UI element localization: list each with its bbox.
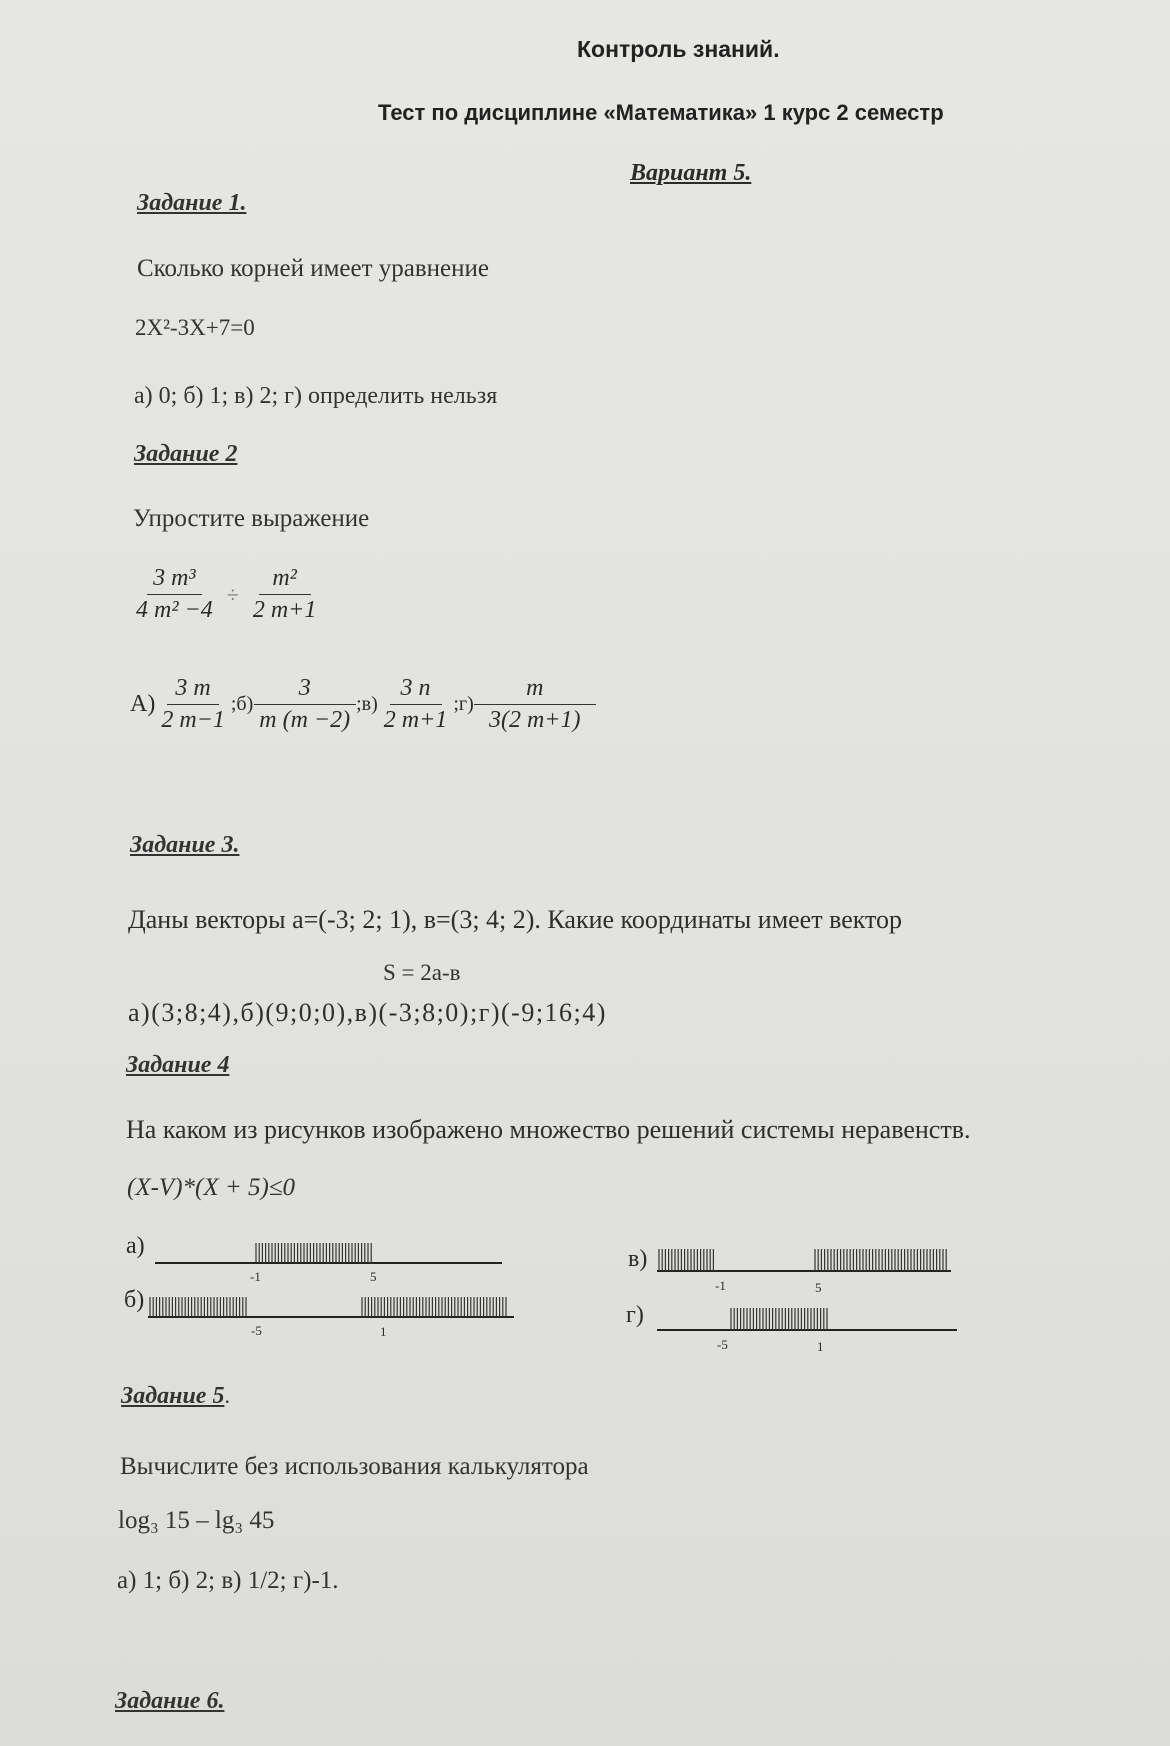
number-line-b: [146, 1290, 516, 1339]
option-v-label: в): [628, 1246, 648, 1272]
task1-answers: а) 0; б) 1; в) 2; г) определить нельзя: [134, 383, 498, 409]
answer-fraction: [474, 675, 596, 734]
tick-label: 1: [817, 1339, 824, 1354]
task5-heading-row: [121, 1383, 230, 1410]
task3-formula: S = 2а-в: [383, 960, 461, 985]
task3-question: Даны векторы а=(-3; 2; 1), в=(3; 4; 2). Какие координаты имеет вектор: [128, 905, 903, 934]
task1-equation: 2X²-3X+7=0: [135, 315, 255, 340]
task3-heading: Задание 3.: [130, 832, 240, 858]
tick-label: 1: [380, 1324, 387, 1339]
division-sign: ÷: [226, 581, 239, 607]
fraction-numerator: 3 m³: [147, 565, 202, 595]
task2-expression: [130, 565, 322, 624]
task4-heading: Задание 4: [126, 1052, 230, 1078]
answer-label: ;в): [356, 693, 378, 715]
option-a-label: а): [126, 1233, 145, 1259]
task2-question: Упростите выражение: [133, 505, 370, 532]
document-title: Контроль знаний.: [577, 36, 780, 62]
fraction-numerator: 3: [254, 675, 356, 705]
option-b-label: б): [124, 1287, 145, 1313]
task3-answers: а)(3;8;4),б)(9;0;0),в)(-3;8;0);г)(-9;16;4): [128, 998, 607, 1027]
task5-question: Вычислите без использования калькулятора: [120, 1453, 589, 1480]
answer-label: А): [130, 691, 156, 717]
task2-heading: Задание 2: [134, 441, 238, 467]
answer-fraction: [378, 675, 454, 734]
answer-fraction: [253, 675, 356, 734]
task5-expression: log₃ 15 – lg₃ 45: [118, 1507, 275, 1534]
task5-answers: а) 1; б) 2; в) 1/2; г)-1.: [117, 1567, 339, 1594]
answer-fraction: [155, 675, 231, 734]
task4-inequality: (X-V)*(X + 5)≤0: [127, 1174, 296, 1201]
task2-answers: [130, 675, 596, 734]
fraction-denominator: 2 m+1: [383, 707, 448, 733]
fraction-denominator: 3(2 m+1): [488, 707, 581, 733]
tick-label: -1: [715, 1278, 726, 1293]
option-g-label: г): [626, 1302, 644, 1328]
answer-label: ;б): [230, 693, 254, 715]
fraction: [247, 565, 323, 624]
tick-label: -5: [251, 1323, 262, 1338]
answer-label: ;г): [453, 693, 474, 715]
document-subtitle: Тест по дисциплине «Математика» 1 курс 2 семестр: [378, 100, 944, 125]
fraction-numerator: m²: [259, 565, 311, 595]
task1-heading: Задание 1.: [137, 190, 247, 216]
task4-question: На каком из рисунков изображено множество решений системы неравенств.: [126, 1115, 971, 1144]
task5-heading-suffix: .: [224, 1383, 230, 1408]
fraction-denominator: 2 m+1: [252, 597, 317, 623]
fraction-denominator: 2 m−1: [161, 707, 225, 733]
number-line-a: [150, 1235, 510, 1284]
tick-label: 5: [370, 1269, 377, 1284]
fraction-numerator: 3 n: [390, 675, 442, 705]
hatch-a: [256, 1243, 371, 1263]
tick-label: -1: [250, 1269, 261, 1284]
tick-label: -5: [717, 1337, 728, 1352]
number-line-v: [655, 1244, 955, 1295]
variant-label: Вариант 5.: [630, 160, 752, 186]
fraction: [130, 565, 219, 624]
task6-heading: Задание 6.: [115, 1688, 225, 1714]
task5-heading: Задание 5: [121, 1383, 225, 1409]
number-line-g: [655, 1304, 965, 1354]
fraction-numerator: m: [474, 675, 596, 705]
tick-label: 5: [815, 1280, 822, 1295]
task1-question: Сколько корней имеет уравнение: [137, 255, 490, 282]
fraction-denominator: 4 m² −4: [136, 597, 213, 623]
fraction-denominator: m (m −2): [259, 707, 351, 733]
fraction-numerator: 3 m: [167, 675, 219, 705]
